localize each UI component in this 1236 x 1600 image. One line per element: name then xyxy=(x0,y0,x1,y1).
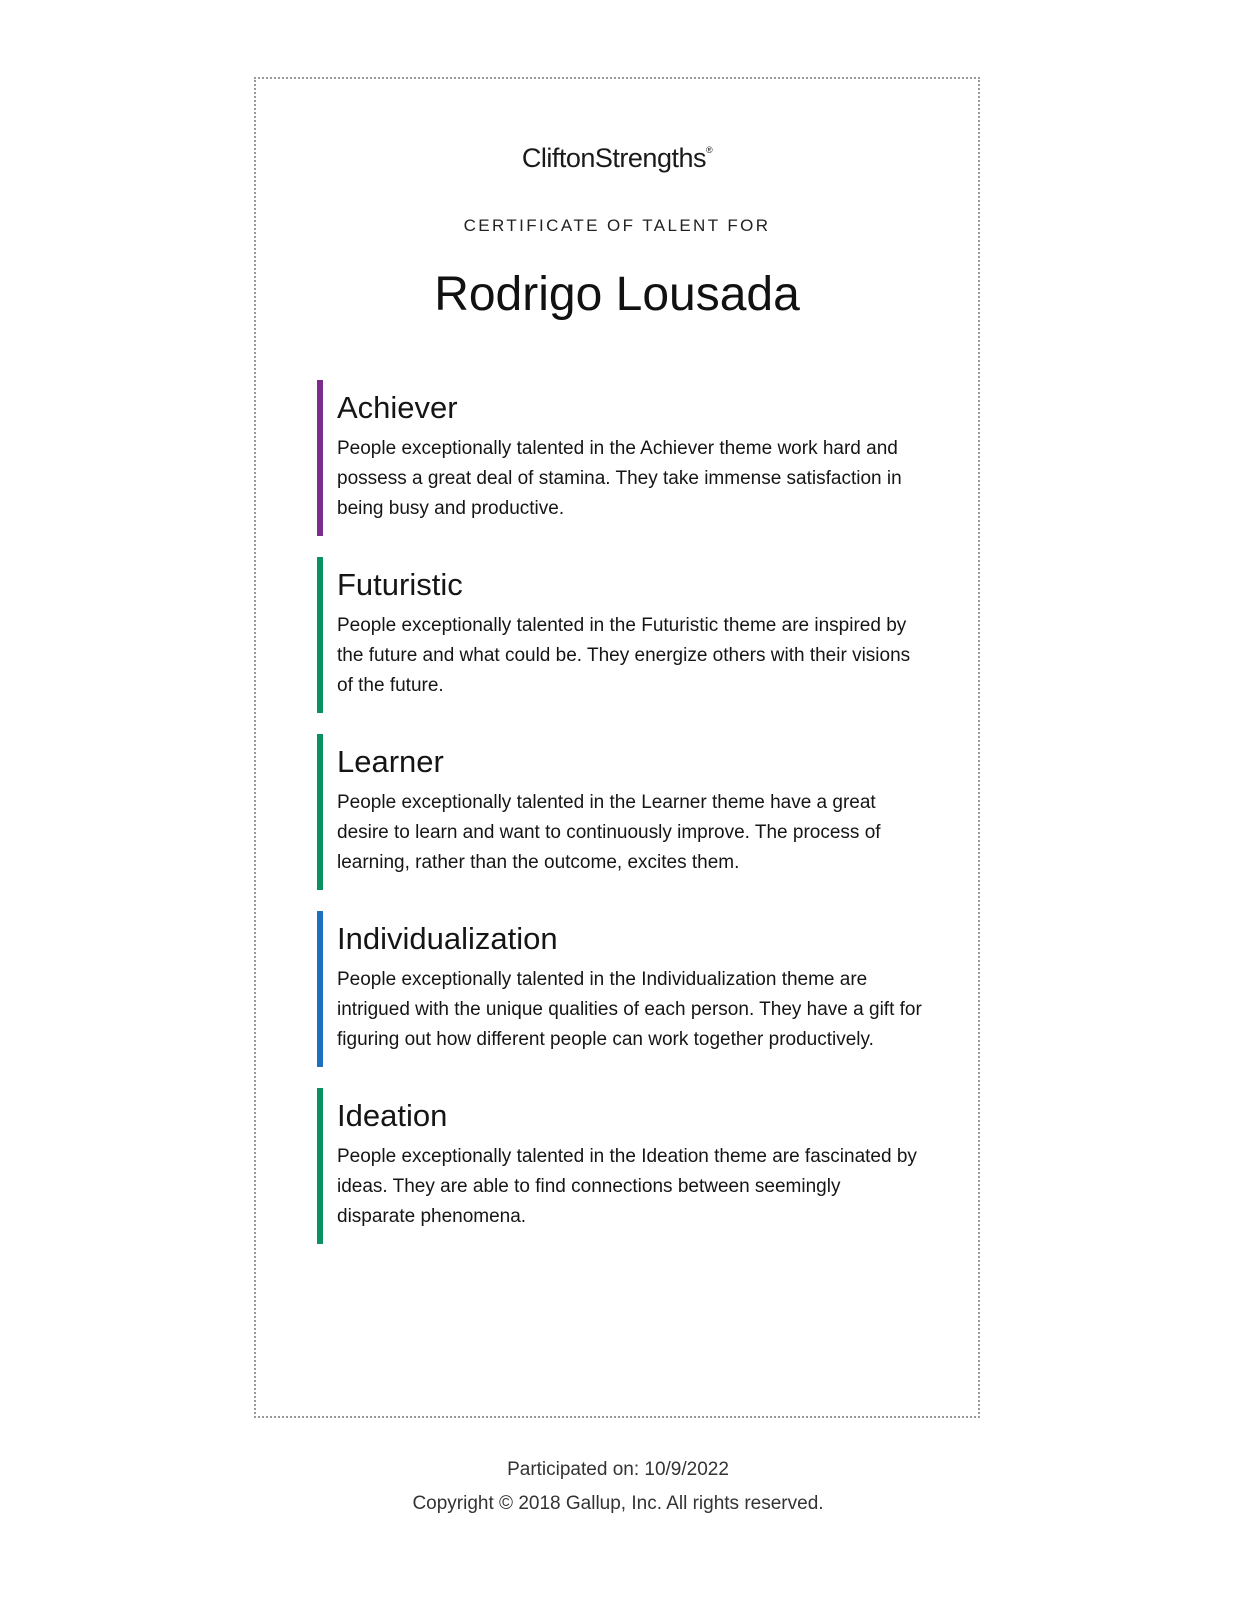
theme-description: People exceptionally talented in the Individualization theme are intrigued with the unique qualities of each person. They have a gift for figuring out how different people can work together productively. xyxy=(337,969,922,1050)
copyright-notice: Copyright © 2018 Gallup, Inc. All rights reserved. xyxy=(412,1493,824,1514)
participation-date: Participated on: 10/9/2022 xyxy=(507,1459,729,1480)
theme-item-achiever xyxy=(317,380,917,536)
theme-title: Achiever xyxy=(337,390,458,425)
recipient-name: Rodrigo Lousada xyxy=(434,268,800,321)
theme-title: Learner xyxy=(337,744,444,779)
theme-list xyxy=(317,380,922,1265)
brand-logo xyxy=(256,143,978,174)
theme-title: Individualization xyxy=(337,921,558,956)
theme-item-learner xyxy=(317,734,917,890)
theme-description: People exceptionally talented in the Ideation theme are fascinated by ideas. They are able to find connections between seemingly disparate phenomena. xyxy=(337,1146,917,1227)
theme-item-individualization xyxy=(317,911,922,1067)
registered-mark: ® xyxy=(705,145,713,155)
theme-description: People exceptionally talented in the Futuristic theme are inspired by the future and what could be. They energize others with their visions of the future. xyxy=(337,615,911,696)
theme-item-ideation xyxy=(317,1088,917,1244)
theme-description: People exceptionally talented in the Achiever theme work hard and possess a great deal of stamina. They take immense satisfaction in being busy and productive. xyxy=(337,438,902,519)
brand-name: CliftonStrengths xyxy=(521,143,706,173)
theme-item-futuristic xyxy=(317,557,917,713)
theme-title: Ideation xyxy=(337,1098,448,1133)
certificate-card xyxy=(254,77,980,1418)
theme-description: People exceptionally talented in the Learner theme have a great desire to learn and want to continuously improve. The process of learning, rather than the outcome, excites them. xyxy=(337,792,881,873)
theme-title: Futuristic xyxy=(337,567,463,602)
certificate-label: CERTIFICATE OF TALENT FOR xyxy=(463,216,771,235)
